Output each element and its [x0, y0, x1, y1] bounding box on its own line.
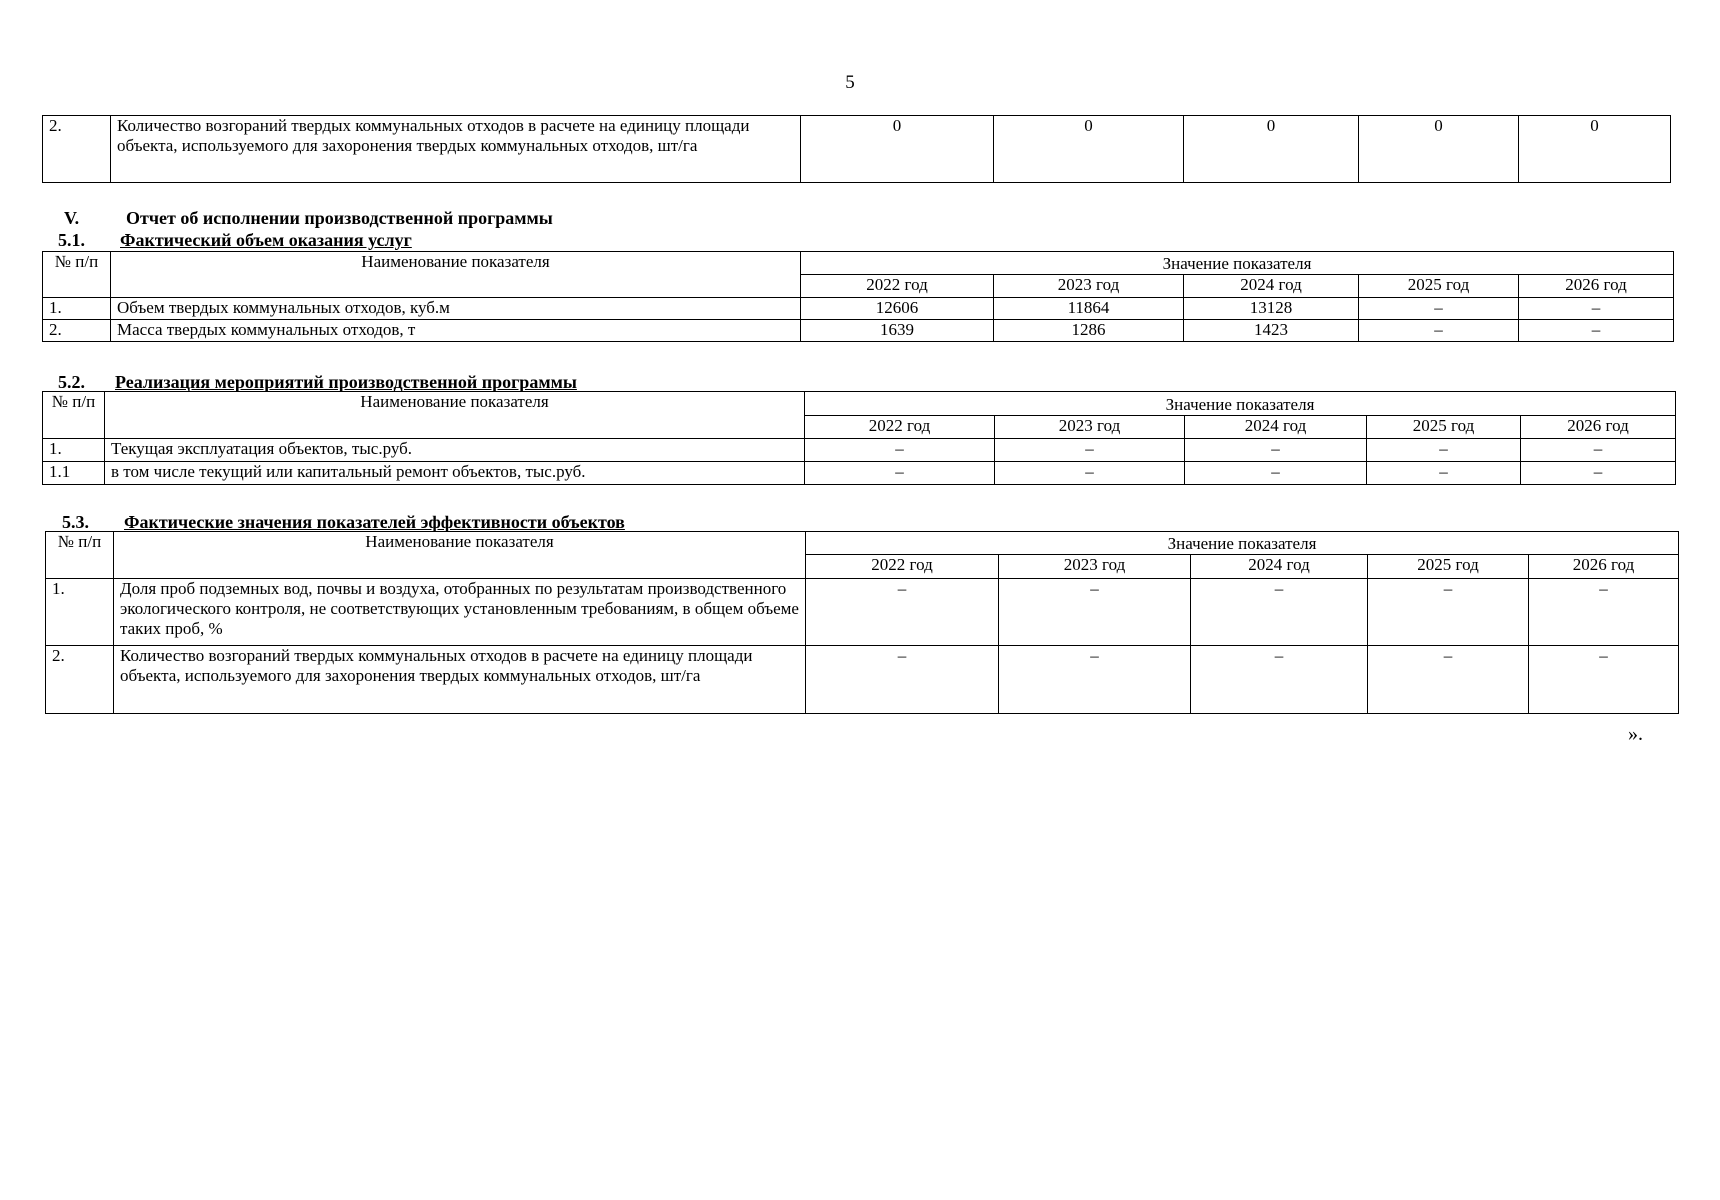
value-cell: 0 — [1184, 116, 1359, 183]
year-header: 2025 год — [1367, 416, 1521, 439]
name-column-header: Наименование показателя — [111, 252, 801, 298]
value-cell: – — [1521, 439, 1676, 462]
value-cell: – — [1359, 320, 1519, 342]
value-cell: – — [1359, 298, 1519, 320]
page-number: 5 — [845, 72, 855, 93]
value-cell: – — [1367, 439, 1521, 462]
section-title: Отчет об исполнении производственной программы — [126, 208, 553, 228]
year-header: 2022 год — [806, 555, 999, 579]
table-row — [46, 579, 1679, 646]
name-column-header: Наименование показателя — [105, 392, 805, 439]
value-cell: 0 — [994, 116, 1184, 183]
value-cell: 1286 — [994, 320, 1184, 342]
value-cell: – — [806, 646, 999, 714]
section-v-heading — [64, 208, 553, 229]
table-5-2 — [42, 391, 1676, 485]
section-number: 5.2. — [58, 372, 85, 392]
value-cell: – — [1185, 462, 1367, 485]
year-header: 2023 год — [994, 275, 1184, 298]
value-cell: – — [1519, 298, 1674, 320]
value-cell: – — [999, 579, 1191, 646]
year-header: 2022 год — [801, 275, 994, 298]
value-cell: – — [1521, 462, 1676, 485]
value-cell: 0 — [801, 116, 994, 183]
indicator-name: Масса твердых коммунальных отходов, т — [111, 320, 801, 342]
value-cell: – — [1368, 646, 1529, 714]
indicator-name: Количество возгораний твердых коммунальных отходов в расчете на единицу площади объекта, используемого для захоронения твердых коммунальных отходов, шт/га — [111, 116, 801, 183]
header-row — [43, 392, 1676, 416]
table-row — [43, 439, 1676, 462]
value-cell: – — [1529, 646, 1679, 714]
indicator-name: Доля проб подземных вод, почвы и воздуха, отобранных по результатам производственного экологического контроля, не соответствующих установленным требованиям, в общем объеме таких проб, % — [114, 579, 806, 646]
value-cell: 1423 — [1184, 320, 1359, 342]
value-cell: – — [995, 439, 1185, 462]
indicator-name: в том числе текущий или капитальный ремонт объектов, тыс.руб. — [105, 462, 805, 485]
year-header: 2026 год — [1521, 416, 1676, 439]
number-column-header: № п/п — [43, 252, 111, 298]
table-row — [43, 298, 1674, 320]
section-number: 5.3. — [62, 512, 89, 532]
value-cell: 12606 — [801, 298, 994, 320]
value-cell: 11864 — [994, 298, 1184, 320]
year-header: 2024 год — [1191, 555, 1368, 579]
value-cell: – — [1185, 439, 1367, 462]
value-cell: – — [1519, 320, 1674, 342]
number-column-header: № п/п — [43, 392, 105, 439]
continuation-table — [42, 115, 1671, 183]
name-column-header: Наименование показателя — [114, 532, 806, 579]
value-cell: – — [1529, 579, 1679, 646]
row-number: 1. — [43, 298, 111, 320]
value-cell: – — [995, 462, 1185, 485]
row-number: 2. — [43, 116, 111, 183]
value-cell: – — [805, 462, 995, 485]
indicator-name: Объем твердых коммунальных отходов, куб.м — [111, 298, 801, 320]
section-title: Фактические значения показателей эффективности объектов — [124, 512, 625, 532]
row-number: 2. — [43, 320, 111, 342]
year-header: 2026 год — [1519, 275, 1674, 298]
year-header: 2025 год — [1359, 275, 1519, 298]
section-5-1-heading — [58, 230, 412, 251]
year-header: 2023 год — [999, 555, 1191, 579]
value-cell: – — [1367, 462, 1521, 485]
section-number: V. — [64, 208, 80, 228]
value-cell: – — [1191, 579, 1368, 646]
row-number: 1. — [46, 579, 114, 646]
section-number: 5.1. — [58, 230, 85, 250]
indicator-name: Текущая эксплуатация объектов, тыс.руб. — [105, 439, 805, 462]
value-cell: 0 — [1359, 116, 1519, 183]
value-cell: – — [806, 579, 999, 646]
number-column-header: № п/п — [46, 532, 114, 579]
value-group-header: Значение показателя — [805, 392, 1676, 416]
row-number: 2. — [46, 646, 114, 714]
year-header: 2024 год — [1184, 275, 1359, 298]
table-row — [43, 116, 1671, 183]
section-title: Реализация мероприятий производственной программы — [115, 372, 577, 392]
value-cell: – — [999, 646, 1191, 714]
section-5-2-heading — [58, 372, 577, 393]
section-5-3-heading — [62, 512, 625, 533]
table-row — [43, 462, 1676, 485]
year-header: 2022 год — [805, 416, 995, 439]
header-row — [46, 532, 1679, 555]
year-header: 2024 год — [1185, 416, 1367, 439]
indicator-name: Количество возгораний твердых коммунальных отходов в расчете на единицу площади объекта, используемого для захоронения твердых коммунальных отходов, шт/га — [114, 646, 806, 714]
value-cell: – — [1368, 579, 1529, 646]
value-cell: – — [805, 439, 995, 462]
table-row — [43, 320, 1674, 342]
header-row — [43, 252, 1674, 275]
value-cell: 0 — [1519, 116, 1671, 183]
year-header: 2025 год — [1368, 555, 1529, 579]
value-cell: 13128 — [1184, 298, 1359, 320]
year-header: 2026 год — [1529, 555, 1679, 579]
year-header: 2023 год — [995, 416, 1185, 439]
table-5-3 — [45, 531, 1679, 714]
value-group-header: Значение показателя — [801, 252, 1674, 275]
section-title: Фактический объем оказания услуг — [120, 230, 412, 250]
closing-quote-mark: ». — [1628, 723, 1643, 745]
table-5-1 — [42, 251, 1674, 342]
value-cell: – — [1191, 646, 1368, 714]
value-group-header: Значение показателя — [806, 532, 1679, 555]
row-number: 1. — [43, 439, 105, 462]
table-row — [46, 646, 1679, 714]
row-number: 1.1 — [43, 462, 105, 485]
value-cell: 1639 — [801, 320, 994, 342]
